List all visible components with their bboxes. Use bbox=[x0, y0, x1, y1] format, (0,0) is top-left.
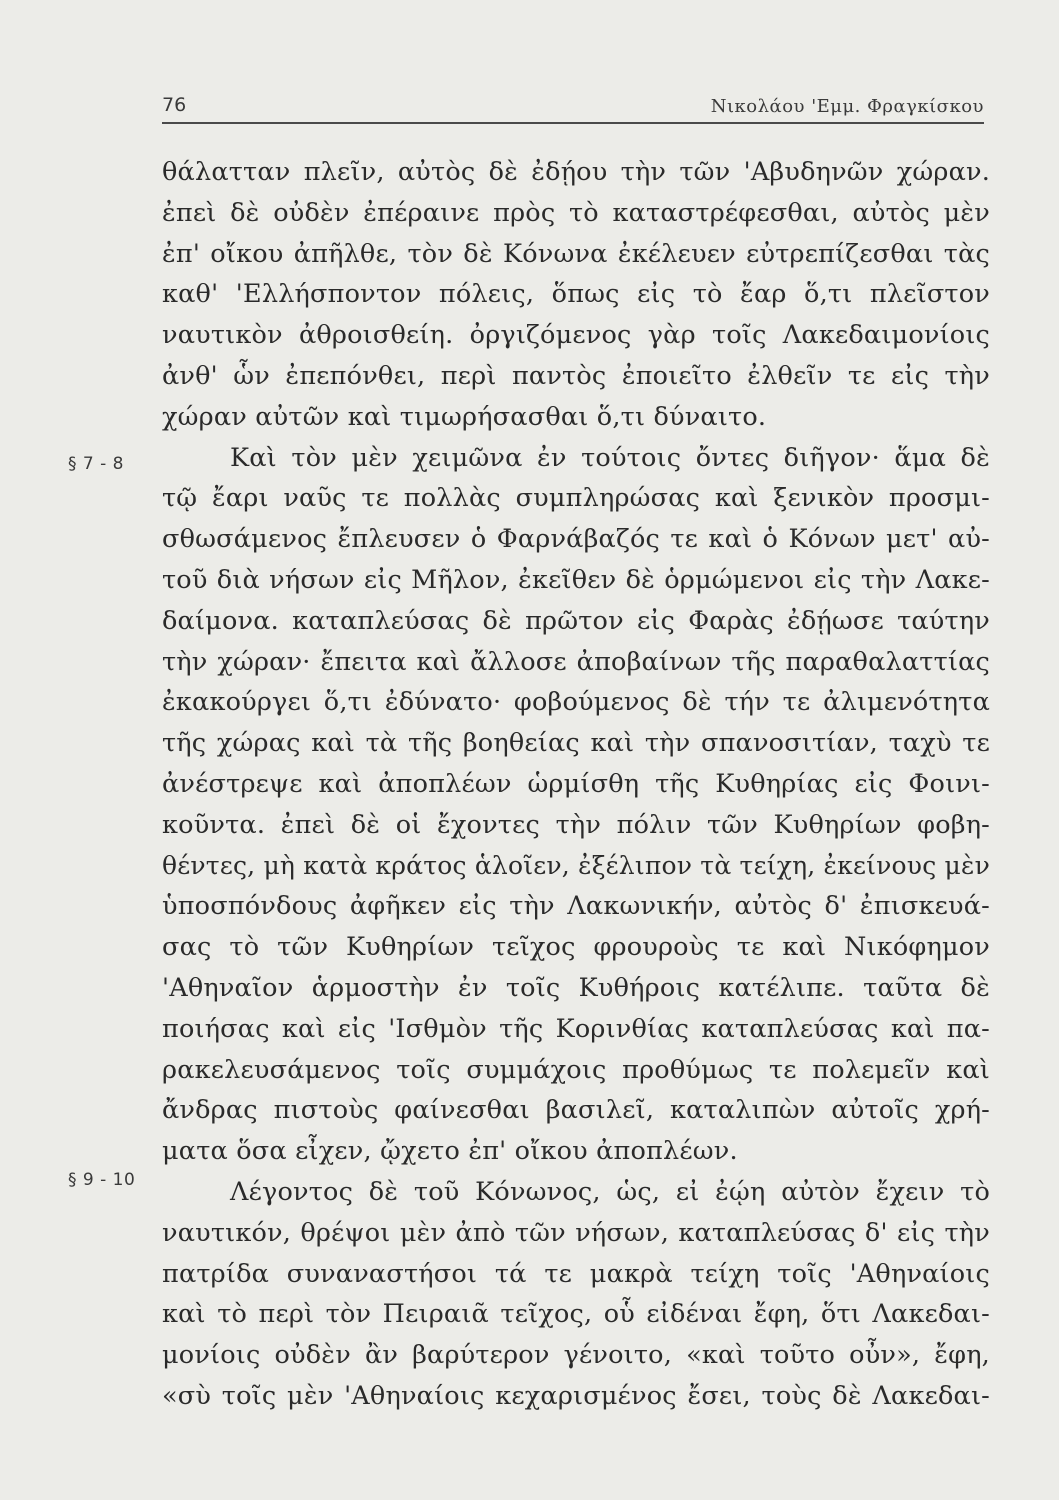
text-line: ἀνθ' ὧν ἐπεπόνθει, περὶ παντὸς ἐποιεῖτο ἐλθεῖν τε εἰς τὴν bbox=[162, 360, 990, 391]
running-title: Νικολάου 'Εμμ. Φραγκίσκου bbox=[710, 96, 984, 117]
text-line: τῆς χώρας καὶ τὰ τῆς βοηθείας καὶ τὴν σπανοσιτίαν, ταχὺ τε bbox=[162, 728, 990, 759]
text-line: μονίοις οὐδὲν ἂν βαρύτερον γένοιτο, «καὶ τοῦτο οὖν», ἔφη, bbox=[162, 1340, 990, 1371]
text-line: σθωσάμενος ἔπλευσεν ὁ Φαρνάβαζός τε καὶ ὁ Κόνων μετ' αὐ- bbox=[162, 524, 990, 555]
section-marker-9-10: § 9 - 10 bbox=[68, 1170, 136, 1190]
text-line: πατρίδα συναναστήσοι τά τε μακρὰ τείχη τοῖς 'Αθηναίοις bbox=[162, 1258, 990, 1289]
body-text bbox=[162, 152, 990, 1417]
page-header bbox=[162, 90, 984, 124]
text-line: 'Αθηναῖον ἁρμοστὴν ἐν τοῖς Κυθήροις κατέλιπε. ταῦτα δὲ bbox=[162, 972, 990, 1003]
text-line: «σὺ τοῖς μὲν 'Αθηναίοις κεχαρισμένος ἔσει, τοὺς δὲ Λακεδαι- bbox=[162, 1380, 990, 1411]
text-line: κοῦντα. ἐπεὶ δὲ οἱ ἔχοντες τὴν πόλιν τῶν Κυθηρίων φοβη- bbox=[162, 809, 990, 840]
text-line: καὶ τὸ περὶ τὸν Πειραιᾶ τεῖχος, οὗ εἰδέναι ἔφη, ὅτι Λακεδαι- bbox=[162, 1299, 990, 1330]
text-line: ναυτικόν, θρέψοι μὲν ἀπὸ τῶν νήσων, καταπλεύσας δ' εἰς τὴν bbox=[162, 1217, 990, 1248]
text-line: ποιήσας καὶ εἰς 'Ισθμὸν τῆς Κορινθίας καταπλεύσας καὶ πα- bbox=[162, 1013, 990, 1044]
text-line: τὴν χώραν· ἔπειτα καὶ ἄλλοσε ἀποβαίνων τῆς παραθαλαττίας bbox=[162, 646, 990, 677]
text-line: θάλατταν πλεῖν, αὐτὸς δὲ ἐδῄου τὴν τῶν 'Αβυδηνῶν χώραν. bbox=[162, 157, 990, 187]
page-number: 76 bbox=[162, 94, 187, 116]
paragraph-start-line: Λέγοντος δὲ τοῦ Κόνωνος, ὡς, εἰ ἐῴη αὐτὸν ἔχειν τὸ bbox=[230, 1176, 990, 1207]
text-line: σας τὸ τῶν Κυθηρίων τεῖχος φρουροὺς τε καὶ Νικόφημον bbox=[162, 932, 990, 963]
text-line: ἀνέστρεψε καὶ ἀποπλέων ὡρμίσθη τῆς Κυθηρίας εἰς Φοινι- bbox=[162, 768, 990, 799]
paragraph-start-line: Καὶ τὸν μὲν χειμῶνα ἐν τούτοις ὄντες διῆγον· ἅμα δὲ bbox=[230, 442, 990, 473]
text-line: τοῦ διὰ νήσων εἰς Μῆλον, ἐκεῖθεν δὲ ὁρμώμενοι εἰς τὴν Λακε- bbox=[162, 564, 990, 595]
section-marker-7-8: § 7 - 8 bbox=[68, 454, 124, 474]
text-line: ναυτικὸν ἀθροισθείη. ὀργιζόμενος γὰρ τοῖς Λακεδαιμονίοις bbox=[162, 320, 990, 351]
text-line: ἐπ' οἴκου ἀπῆλθε, τὸν δὲ Κόνωνα ἐκέλευεν εὐτρεπίζεσθαι τὰς bbox=[162, 238, 990, 269]
text-line: ρακελευσάμενος τοῖς συμμάχοις προθύμως τε πολεμεῖν καὶ bbox=[162, 1054, 990, 1085]
text-line: τῷ ἔαρι ναῦς τε πολλὰς συμπληρώσας καὶ ξενικὸν προσμι- bbox=[162, 483, 990, 514]
text-line: καθ' 'Ελλήσποντον πόλεις, ὅπως εἰς τὸ ἔαρ ὅ,τι πλεῖστον bbox=[162, 279, 990, 310]
text-line: δαίμονα. καταπλεύσας δὲ πρῶτον εἰς Φαρὰς ἐδῄωσε ταύτην bbox=[162, 605, 990, 636]
text-line: χώραν αὐτῶν καὶ τιμωρήσασθαι ὅ,τι δύναιτο. bbox=[162, 401, 767, 432]
text-line: ἐκακούργει ὅ,τι ἐδύνατο· φοβούμενος δὲ τήν τε ἀλιμενότητα bbox=[162, 687, 990, 718]
text-line: ὑποσπόνδους ἀφῆκεν εἰς τὴν Λακωνικήν, αὐτὸς δ' ἐπισκευά- bbox=[162, 891, 990, 922]
text-line: ἄνδρας πιστοὺς φαίνεσθαι βασιλεῖ, καταλιπὼν αὐτοῖς χρή- bbox=[162, 1095, 990, 1126]
text-line: θέντες, μὴ κατὰ κράτος ἁλοῖεν, ἐξέλιπον τὰ τείχη, ἐκείνους μὲν bbox=[162, 850, 991, 880]
text-line: ἐπεὶ δὲ οὐδὲν ἐπέραινε πρὸς τὸ καταστρέφεσθαι, αὐτὸς μὲν bbox=[162, 197, 990, 228]
text-line: ματα ὅσα εἶχεν, ᾤχετο ἐπ' οἴκου ἀποπλέων. bbox=[162, 1136, 738, 1167]
